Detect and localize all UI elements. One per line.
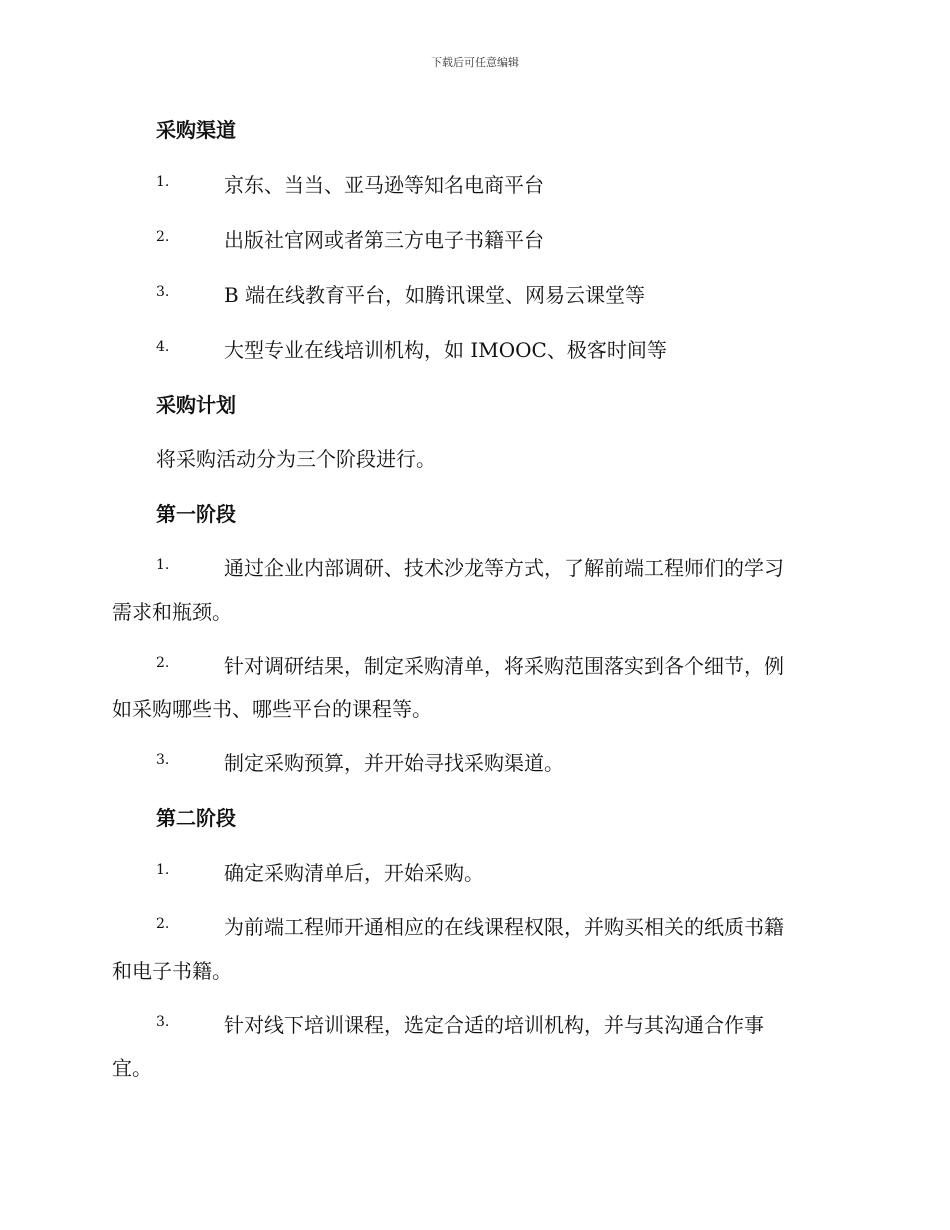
heading-purchase-plan: 采购计划 [156, 393, 236, 417]
phase2-item-3-line1: 针对线下培训课程，选定合适的培训机构，并与其沟通合作事 [224, 1013, 764, 1037]
phase2-item-2-line1: 为前端工程师开通相应的在线课程权限，并购买相关的纸质书籍 [224, 915, 784, 939]
phase2-item-3-line2: 宜。 [112, 1056, 152, 1080]
list-number: 3. [156, 1014, 170, 1030]
phase2-item-1: 确定采购清单后，开始采购。 [224, 861, 484, 885]
channel-item-3: B 端在线教育平台，如腾讯课堂、网易云课堂等 [224, 283, 646, 307]
phase2-item-2-line2: 和电子书籍。 [112, 959, 232, 983]
heading-phase-2: 第二阶段 [156, 806, 236, 830]
list-number: 2. [156, 655, 170, 671]
list-number: 2. [156, 916, 170, 932]
plan-intro: 将采购活动分为三个阶段进行。 [156, 447, 436, 471]
heading-purchase-channels: 采购渠道 [156, 118, 236, 142]
channel-item-4: 大型专业在线培训机构，如 IMOOC、极客时间等 [224, 338, 667, 362]
phase1-item-1-line2: 需求和瓶颈。 [112, 600, 232, 624]
phase1-item-2-line2: 如采购哪些书、哪些平台的课程等。 [112, 697, 432, 721]
list-number: 1. [156, 557, 170, 573]
list-number: 4. [156, 339, 170, 355]
list-number: 2. [156, 229, 170, 245]
list-number: 1. [156, 174, 170, 190]
channel-item-1: 京东、当当、亚马逊等知名电商平台 [224, 173, 544, 197]
list-number: 3. [156, 284, 170, 300]
list-number: 3. [156, 752, 170, 768]
page-header-note: 下载后可任意编辑 [431, 56, 519, 69]
channel-item-2: 出版社官网或者第三方电子书籍平台 [224, 228, 544, 252]
list-number: 1. [156, 862, 170, 878]
phase1-item-3: 制定采购预算，并开始寻找采购渠道。 [224, 751, 564, 775]
phase1-item-2-line1: 针对调研结果，制定采购清单，将采购范围落实到各个细节，例 [224, 654, 784, 678]
heading-phase-1: 第一阶段 [156, 502, 236, 526]
phase1-item-1-line1: 通过企业内部调研、技术沙龙等方式，了解前端工程师们的学习 [224, 556, 784, 580]
